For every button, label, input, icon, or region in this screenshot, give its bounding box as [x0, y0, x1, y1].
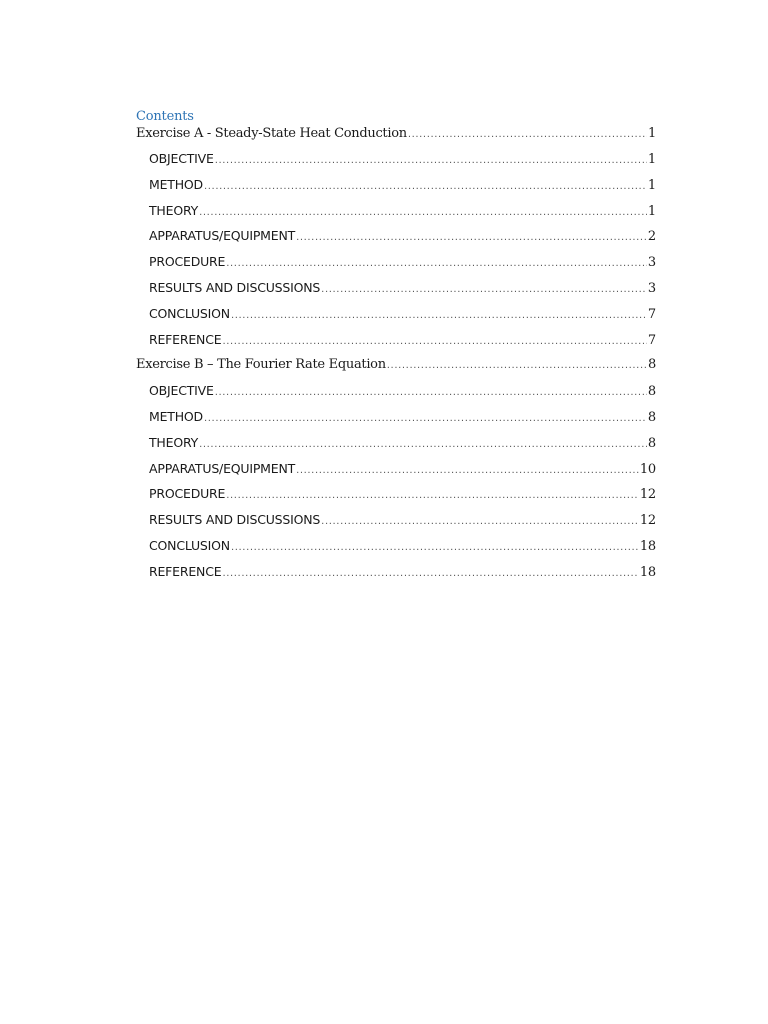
- toc-entry-page-number: 7: [647, 332, 656, 348]
- toc-entry[interactable]: [136, 486, 656, 512]
- toc-entry-page-number: 12: [639, 487, 656, 503]
- toc-entry-title: OBJECTIVE: [149, 151, 214, 166]
- toc-entry-title: Exercise B – The Fourier Rate Equation: [136, 357, 386, 373]
- toc-entry[interactable]: [136, 254, 656, 280]
- toc-entry-title: RESULTS AND DISCUSSIONS: [149, 279, 321, 295]
- toc-entry[interactable]: [136, 357, 656, 383]
- toc-dot-leader: [215, 387, 647, 398]
- toc-dot-leader: [199, 439, 647, 450]
- toc-entry[interactable]: [136, 151, 656, 177]
- toc-entry[interactable]: [136, 461, 656, 487]
- toc-entry-title: REFERENCE: [149, 563, 222, 579]
- toc-dot-leader: [321, 516, 639, 527]
- toc-dot-leader: [204, 413, 647, 424]
- toc-entry-page-number: 1: [647, 203, 656, 219]
- toc-dot-leader: [231, 542, 639, 553]
- toc-dot-leader: [231, 310, 647, 321]
- toc-entry-title: APPARATUS/EQUIPMENT: [149, 228, 296, 244]
- toc-dot-leader: [204, 181, 647, 192]
- toc-entry-page-number: 8: [647, 435, 656, 451]
- toc-dot-leader: [226, 490, 639, 501]
- toc-entry[interactable]: [136, 332, 656, 358]
- toc-entry-title: PROCEDURE: [149, 254, 226, 270]
- toc-entry-page-number: 8: [647, 384, 656, 400]
- toc-dot-leader: [321, 284, 647, 295]
- table-of-contents: [136, 108, 656, 590]
- toc-dot-leader: [222, 568, 638, 579]
- toc-entry[interactable]: [136, 538, 656, 564]
- toc-entry[interactable]: [136, 564, 656, 590]
- toc-entry-title: THEORY: [149, 434, 199, 450]
- toc-entry-title: METHOD: [149, 176, 203, 192]
- toc-entry[interactable]: [136, 435, 656, 461]
- toc-entry-page-number: 12: [639, 513, 656, 529]
- toc-entry-page-number: 8: [648, 357, 656, 373]
- toc-entry-title: RESULTS AND DISCUSSIONS: [149, 512, 321, 528]
- toc-entry-page-number: 18: [639, 538, 656, 554]
- toc-entry-title: APPARATUS/EQUIPMENT: [149, 460, 296, 476]
- toc-entry-title: REFERENCE: [149, 331, 222, 347]
- toc-dot-leader: [387, 360, 647, 371]
- toc-entry-page-number: 7: [647, 306, 656, 322]
- toc-entry[interactable]: [136, 512, 656, 538]
- toc-entry[interactable]: [136, 228, 656, 254]
- toc-entry-title: CONCLUSION: [149, 305, 230, 321]
- toc-entry-page-number: 3: [647, 255, 656, 271]
- toc-entry-title: METHOD: [149, 408, 203, 424]
- toc-entry-page-number: 10: [639, 461, 656, 477]
- toc-entry-page-number: 2: [647, 229, 656, 245]
- toc-entry-page-number: 1: [647, 177, 656, 193]
- toc-entry-page-number: 1: [648, 126, 656, 141]
- toc-dot-leader: [226, 258, 647, 269]
- toc-entry[interactable]: [136, 306, 656, 332]
- toc-entry-title: OBJECTIVE: [149, 383, 214, 399]
- toc-dot-leader: [199, 207, 647, 218]
- toc-entry[interactable]: [136, 126, 656, 151]
- toc-entry-title: PROCEDURE: [149, 486, 226, 502]
- toc-dot-leader: [296, 232, 647, 243]
- toc-entry-page-number: 1: [647, 152, 656, 167]
- toc-entry[interactable]: [136, 177, 656, 203]
- toc-entry-title: Exercise A - Steady-State Heat Conduction: [136, 126, 407, 141]
- toc-entry[interactable]: [136, 203, 656, 229]
- toc-entry[interactable]: [136, 280, 656, 306]
- toc-entry[interactable]: [136, 383, 656, 409]
- toc-dot-leader: [215, 155, 647, 166]
- toc-entry-title: CONCLUSION: [149, 537, 230, 553]
- toc-list: [136, 126, 656, 590]
- toc-entry[interactable]: [136, 409, 656, 435]
- toc-dot-leader: [222, 336, 646, 347]
- toc-entry-title: THEORY: [149, 202, 199, 218]
- toc-entry-page-number: 3: [647, 280, 656, 296]
- toc-dot-leader: [408, 129, 647, 140]
- toc-heading: Contents: [136, 109, 194, 124]
- toc-dot-leader: [296, 465, 639, 476]
- toc-entry-page-number: 8: [647, 409, 656, 425]
- toc-entry-page-number: 18: [639, 564, 656, 580]
